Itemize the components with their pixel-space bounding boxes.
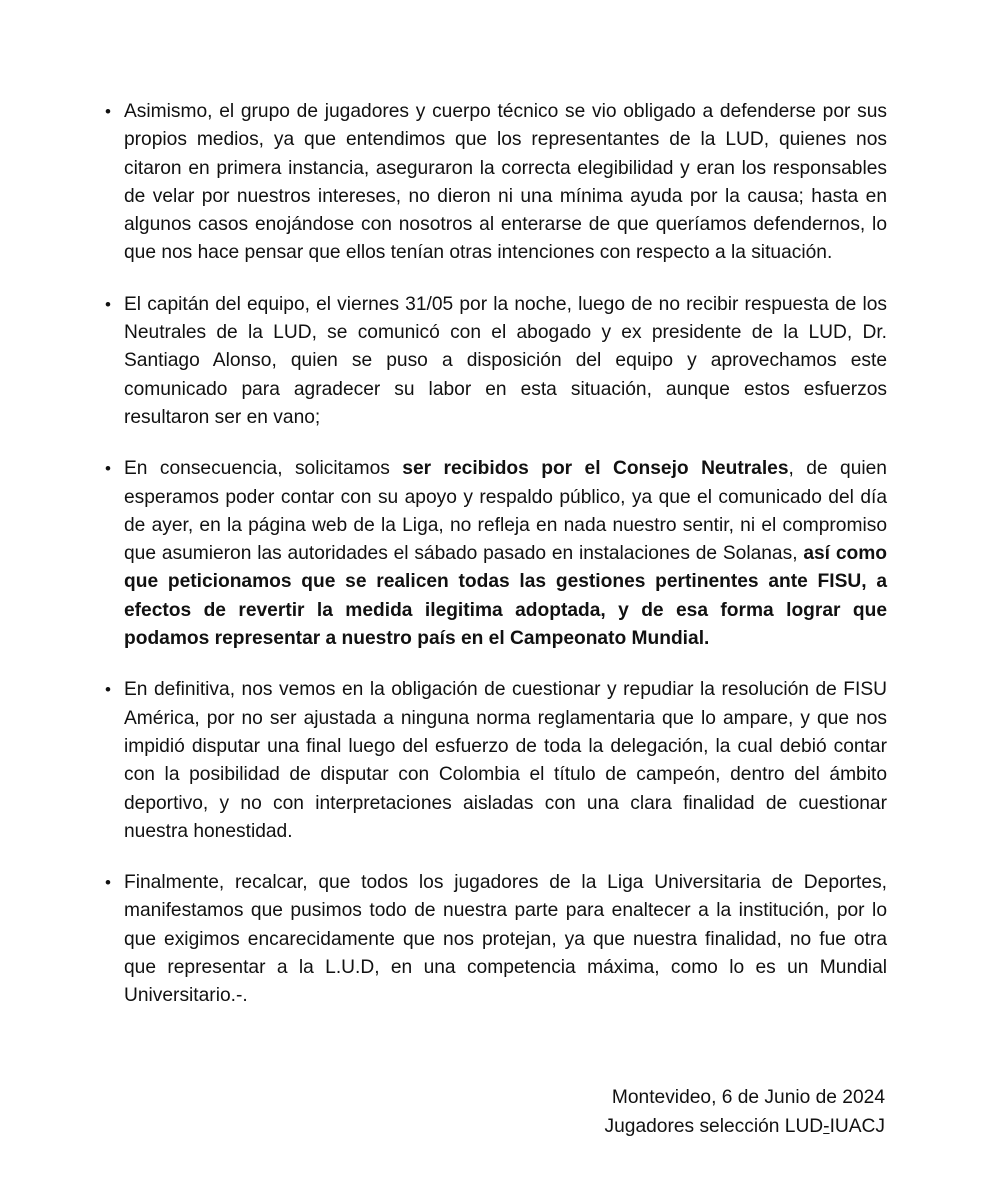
signature-block xyxy=(605,1084,885,1141)
bold-text: así como que peticionamos que se realicen todas las gestiones pertinentes ante FISU, a efectos de revertir la medida ilegitima adoptada, y de esa forma lograr que podamos representar a nuestro país en el Campeonato Mundial. xyxy=(124,543,887,650)
signers xyxy=(605,1113,885,1142)
signers-prefix: Jugadores selección LUD xyxy=(604,1115,824,1137)
paragraph-text: Asimismo, el grupo de jugadores y cuerpo técnico se vio obligado a defenderse por sus propios medios, ya que entendimos que los representantes de la LUD, quienes nos citaron en primera instancia, aseguraron la correcta elegibilidad y eran los responsables de velar por nuestros intereses, no dieron ni una mínima ayuda por la causa; hasta en algunos casos enojándose con nosotros al enterarse de que queríamos defendernos, lo que nos hace pensar que ellos tenían otras intenciones con respecto a la situación. xyxy=(124,101,887,264)
bullet-list xyxy=(105,98,887,1034)
paragraph-text: El capitán del equipo, el viernes 31/05 por la noche, luego de no recibir respuesta de los Neutrales de la LUD, se comunicó con el abogado y ex presidente de la LUD, Dr. Santiago Alonso, quien se puso a disposición del equipo y aprovechamos este comunicado para agradecer su labor en esta situación, aunque estos esfuerzos resultaron ser en vano; xyxy=(124,293,887,428)
bullet-dot-icon: • xyxy=(105,873,111,893)
signers-dash: - xyxy=(823,1115,830,1137)
bullet-dot-icon: • xyxy=(105,102,111,121)
paragraph-5 xyxy=(105,869,887,1010)
place-date: Montevideo, 6 de Junio de 2024 xyxy=(611,1087,885,1108)
bold-text: ser recibidos por el Consejo Neutrales xyxy=(402,458,789,480)
paragraph-text: Finalmente, recalcar, que todos los jugadores de la Liga Universitaria de Deportes, manifestamos que pusimos todo de nuestra parte para enaltecer a la institución, por lo que exigimos encarecidamente que nos protejan, ya que nuestra finalidad, no fue otra que representar a la L.U.D, en una competencia máxima, como lo es un Mundial Universitario.-. xyxy=(124,872,887,1007)
bullet-dot-icon: • xyxy=(105,680,111,700)
paragraph-1 xyxy=(105,98,887,268)
paragraph-text: En definitiva, nos vemos en la obligación de cuestionar y repudiar la resolución de FISU América, por no ser ajustada a ninguna norma reglamentaria que lo ampare, y que nos impidió disputar una final luego del esfuerzo de toda la delegación, la cual debió contar con la posibilidad de disputar con Colombia el título de campeón, dentro del ámbito deportivo, y no con interpretaciones aisladas con una clara finalidad de cuestionar nuestra honestidad. xyxy=(124,679,887,842)
bullet-dot-icon: • xyxy=(105,459,111,479)
paragraph-4 xyxy=(105,676,887,846)
bullet-dot-icon: • xyxy=(105,294,111,314)
signers-suffix: IUACJ xyxy=(829,1115,885,1137)
paragraph-text: , de quien esperamos poder contar con su apoyo y respaldo público, ya que el comunicado del día de ayer, en la página web de la Liga, no refleja en nada nuestro sentir, ni el compromiso que asumieron las autoridades el sábado pasado en instalaciones de Solanas, xyxy=(124,458,887,565)
paragraph-3 xyxy=(105,455,887,653)
paragraph-2 xyxy=(105,291,887,432)
paragraph-text: En consecuencia, solicitamos xyxy=(124,458,403,480)
